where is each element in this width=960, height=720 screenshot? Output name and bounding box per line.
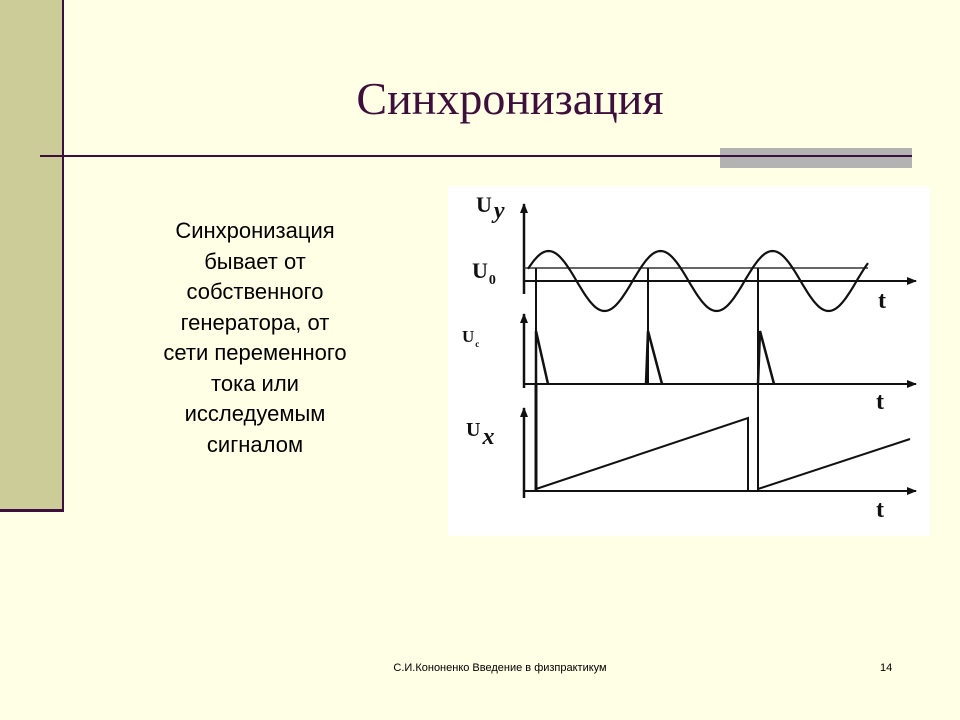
slide-body-text: Синхронизация бывает от собственного генератора, от сети переменного тока или исследуемым сигналом	[163, 218, 347, 457]
ux-sawtooth-ramp-1	[536, 418, 748, 491]
sync-diagram	[448, 186, 930, 536]
t-label-3: t	[876, 497, 884, 523]
left-accent-underline	[0, 509, 64, 512]
page-number: 14	[880, 662, 893, 674]
sync-diagram-svg	[448, 186, 930, 536]
uy-label: Uy	[476, 192, 505, 224]
uc-label: $U_c$	[462, 327, 480, 349]
u0-label: $U_0$	[472, 258, 496, 288]
slide-title: Синхронизация	[356, 73, 664, 124]
uc-pulse-3	[758, 331, 774, 384]
left-accent-bar	[0, 0, 62, 510]
left-accent-edge	[62, 0, 64, 512]
footer-author: С.И.Кононенко Введение в физпрактикум	[393, 662, 607, 674]
title-rule	[40, 155, 912, 157]
uc-pulse-1	[536, 331, 548, 384]
title-rule-accent	[720, 148, 912, 168]
ux-label: Ux	[466, 419, 495, 450]
t-label-2: t	[876, 389, 884, 415]
t-label-1: t	[878, 288, 886, 314]
ux-sawtooth-ramp-2	[758, 439, 910, 489]
